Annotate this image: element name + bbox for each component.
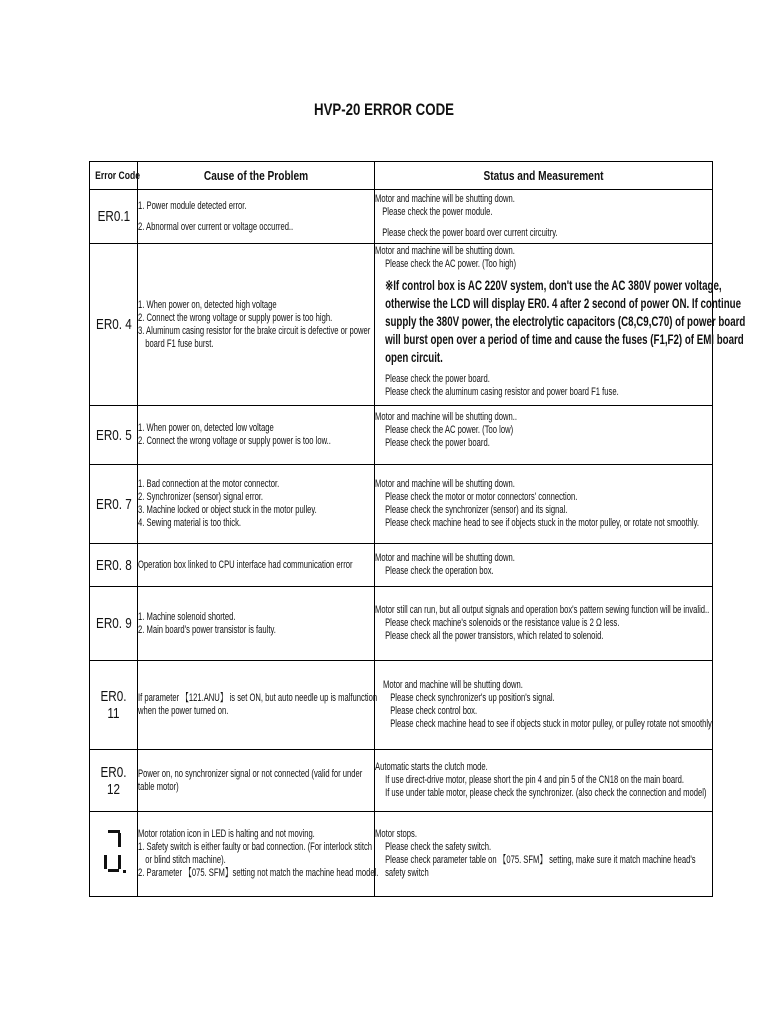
cause-cell: If parameter 【121.ANU】 is set ON, but auto needle up is malfunction when the power turned on. [138, 661, 375, 750]
error-code-cell: ER0. 4 [90, 244, 138, 406]
status-cell: Motor and machine will be shutting down. Please check the AC power. (Too high) ※If control box is AC 220V system, don't use the AC 380V power voltage, otherwise the LCD will display ER0. 4 after 2 second of power ON. If continue supply the 380V power, the electrolytic capacitors (C8,C9,C70) of power board will burst open over a period of time and cause the fuses (F1,F2) of EMI board open circuit. Please check the power board. Please check the aluminum casing resistor and power board F1 fuse. [375, 244, 713, 406]
cause-cell: 1. When power on, detected high voltage 2. Connect the wrong voltage or supply power is too high. 3. Aluminum casing resistor for the brake circuit is defective or power board F1 fuse burst. [138, 244, 375, 406]
table-row [90, 750, 713, 812]
cause-cell: 1. When power on, detected low voltage 2. Connect the wrong voltage or supply power is too low.. [138, 406, 375, 465]
cause-cell: Motor rotation icon in LED is halting and not moving. 1. Safety switch is either faulty or bad connection. (For interlock stitch or blind stitch machine). 2. Parameter 【075. SFM】setting not match the machine head model. [138, 812, 375, 897]
error-code-cell: ER0.1 [90, 190, 138, 244]
status-cell: Motor and machine will be shutting down. Please check the operation box. [375, 544, 713, 587]
error-code-cell: ER0. 11 [90, 661, 138, 750]
error-code-cell: ER0. 9 [90, 587, 138, 661]
table-row [90, 190, 713, 244]
cause-cell: 1. Power module detected error. 2. Abnormal over current or voltage occurred.. [138, 190, 375, 244]
table-row [90, 406, 713, 465]
table-row [90, 465, 713, 544]
table-row [90, 812, 713, 897]
status-cell: Motor and machine will be shutting down. Please check the motor or motor connectors' connection. Please check the synchronizer (sensor) and its signal. Please check machine head to see if objects stuck in the motor pulley, or rotate not smoothly. [375, 465, 713, 544]
error-code-cell: ER0. 7 [90, 465, 138, 544]
status-cell: Automatic starts the clutch mode. If use direct-drive motor, please short the pin 4 and pin 5 of the CN18 on the main board. If use under table motor, please check the synchronizer. (also check the connection and model) [375, 750, 713, 812]
error-code-cell: ER0. 5 [90, 406, 138, 465]
page-title: HVP-20 ERROR CODE [313, 100, 454, 119]
header-error-code: Error Code [90, 162, 138, 190]
cause-cell: Operation box linked to CPU interface had communication error [138, 544, 375, 587]
status-cell: Motor and machine will be shutting down.. Please check the AC power. (Too low) Please check the power board. [375, 406, 713, 465]
cause-cell: 1. Bad connection at the motor connector. 2. Synchronizer (sensor) signal error. 3. Machine locked or object stuck in the motor pulley. 4. Sewing material is too thick. [138, 465, 375, 544]
table-header-row [90, 162, 713, 190]
seven-segment-icon [99, 826, 129, 878]
error-code-cell [90, 812, 138, 897]
error-code-cell: ER0. 12 [90, 750, 138, 812]
table-row [90, 587, 713, 661]
table-row [90, 544, 713, 587]
error-code-cell: ER0. 8 [90, 544, 138, 587]
status-cell: Motor stops. Please check the safety switch. Please check parameter table on 【075. SFM】 setting, make sure it match machine head's safety switch [375, 812, 713, 897]
error-code-table [89, 161, 746, 897]
table-row [90, 661, 713, 750]
status-cell: Motor still can run, but all output signals and operation box's pattern sewing function will be invalid.. Please check machine's solenoids or the resistance value is 2 Ω less. Please check all the power transistors, which related to solenoid. [375, 587, 713, 661]
table-row [90, 244, 713, 406]
cause-cell: Power on, no synchronizer signal or not connected (valid for under table motor) [138, 750, 375, 812]
status-cell: Motor and machine will be shutting down. Please check synchronizer's up position's signal. Please check control box. Please check machine head to see if objects stuck in motor pulley, or pulley rotate not smoothly. [375, 661, 713, 750]
cause-cell: 1. Machine solenoid shorted. 2. Main board's power transistor is faulty. [138, 587, 375, 661]
warning-note: ※If control box is AC 220V system, don't use the AC 380V power voltage, [385, 278, 722, 293]
header-cause: Cause of the Problem [138, 162, 375, 190]
status-cell: Motor and machine will be shutting down. Please check the power module. Please check the power board over current circuitry. [375, 190, 713, 244]
header-status: Status and Measurement [375, 162, 713, 190]
